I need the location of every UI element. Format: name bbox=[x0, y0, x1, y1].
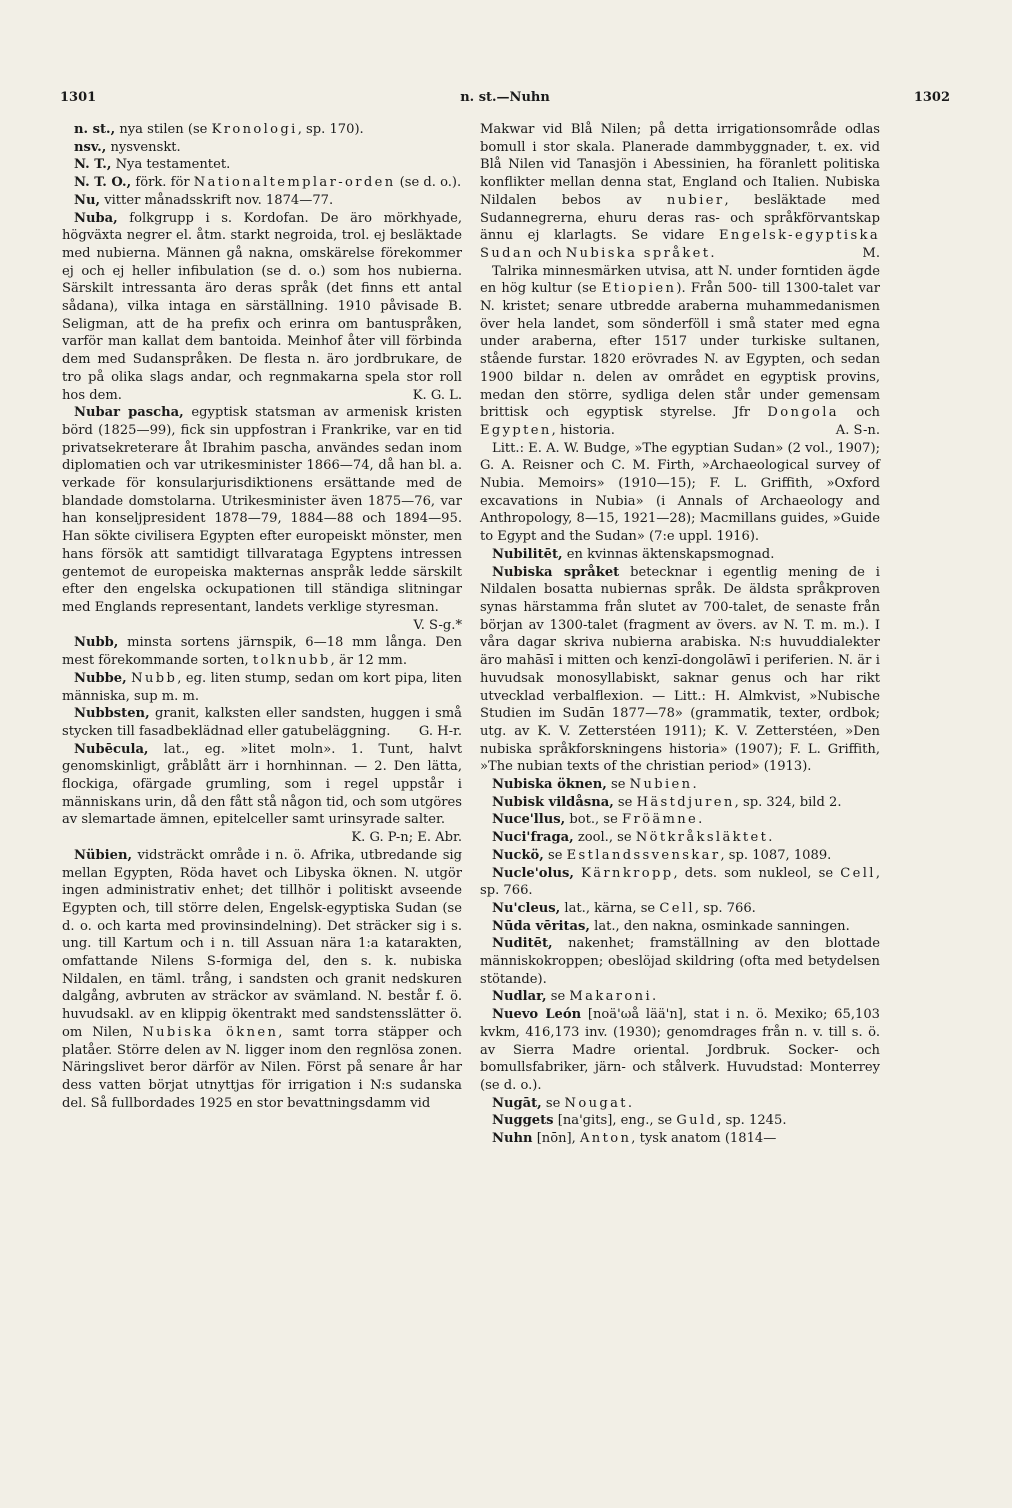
entry bbox=[480, 900, 880, 918]
entry-headword: Nubiska språket bbox=[492, 564, 620, 580]
entry bbox=[480, 1006, 880, 1095]
entry bbox=[480, 776, 880, 794]
entry bbox=[480, 1130, 880, 1148]
entry-text: , samt torra stäpper och platåer. Större delen av N. ligger inom den regnlösa zonen. Näringslivet beror därför av Nilen. Först på senare år har dess vatten börjat utnyttjas för irrigation i N:s sudanska del. Så fullbordades 1925 en stor bevattningsdamm vid bbox=[62, 1024, 462, 1111]
entry-text: vitter månadsskrift nov. 1874—77. bbox=[100, 192, 334, 208]
entry-headword: Nu, bbox=[74, 192, 101, 208]
right-column bbox=[480, 121, 880, 1148]
entry bbox=[62, 670, 462, 705]
entry-text: betecknar i egentlig mening de i Nildalen bosatta nubiernas språk. De äldsta språkproven synas härstamma från slutet av 700-talet, de senaste från början av 1300-talet (fragment av övers. av N. T. m. m.). I våra dagar skriva nubierna arabiska. N:s huvuddialekter äro mahāsī i mitten och kenzī-dongolāwī i periferien. N. är i huvudsak monosyllabiskt, saknar genus och har rikt utvecklad verbalflexion. — Litt.: H. Almkvist, »Nubische Studien im Sudān 1877—78» (grammatik, texter, ordbok; utg. av K. V. Zetterstéen 1911); K. V. Zetterstéen, »Den nubiska språkforskningens historia» (1907); F. L. Griffith, »The nubian texts of the christian period» (1913). bbox=[480, 564, 880, 775]
entry bbox=[62, 121, 462, 139]
entry bbox=[62, 741, 462, 847]
entry-headword: Nubbe, bbox=[74, 670, 127, 686]
entry-text: , dets. som nukleol, se bbox=[673, 865, 841, 881]
entry-text: nakenhet; framställning av den blottade människokroppen; obeslöjad skildring (ofta med betydelsen stötande). bbox=[480, 936, 880, 987]
entry-headword: Nugāt, bbox=[492, 1095, 542, 1111]
entry-text: [nōn], bbox=[532, 1131, 580, 1147]
page-number-right: 1302 bbox=[913, 90, 950, 105]
entry bbox=[480, 935, 880, 988]
entry-text: egyptisk statsman av armenisk kristen börd (1825—99), fick sin uppfostran i Frankrike, var en tid privatsekreterare åt Ibrahim pascha, användes sedan inom diplomatien och var utrikesminister 1866—74, då han bl. a. verkade för konsularjurisdiktionens ersättande med de blandade domstolarna. Utrikesminister även 1875—76, var han konseljpresident 1878—79, 1884—88 och 1894—95. Han sökte civilisera Egypten efter europeiskt mönster, men hans försök att samtidigt tillvarataga Egyptens intressen gentemot de europeiska makternas anspråk ledde särskilt efter den engelska ockupationen till ständiga slitningar med Englands representant, landets verklige styresman. bbox=[62, 405, 462, 615]
entry bbox=[480, 1112, 880, 1130]
entry bbox=[480, 564, 880, 776]
entry-text: och bbox=[533, 245, 566, 261]
entry-headword: Nuckö, bbox=[492, 847, 544, 863]
entry-headword: Nübien, bbox=[74, 847, 133, 863]
author-signature: K. G. P-n; E. Abr. bbox=[351, 830, 462, 846]
cross-reference: Nubien bbox=[629, 777, 693, 793]
entry-text: lat., eg. »litet moln». 1. Tunt, halvt genomskinligt, gråblått ärr i hornhinnan. — 2. Den lätta, flockiga, ofärgade grumling, som i regel uppstår i människans urin, då den fått stå någon tid, och som utgöres av slemartade ämnen, epitelceller samt urinsyrade salter. bbox=[62, 741, 462, 828]
page-header bbox=[60, 90, 950, 110]
entry-text: , eg. liten stump, sedan om kort pipa, liten människa, sup m. m. bbox=[62, 670, 462, 704]
entry bbox=[62, 847, 462, 1113]
cross-reference: Cell bbox=[659, 900, 695, 916]
entry-text: . bbox=[698, 812, 703, 828]
entry-headword: Nuci'fraga, bbox=[492, 830, 574, 846]
entry-text: . bbox=[710, 245, 715, 261]
cross-reference: Nationaltemplar-orden bbox=[193, 175, 396, 191]
entry-headword: Nuggets bbox=[492, 1113, 554, 1129]
entry-text: granit, kalksten eller sandsten, huggen i små stycken till fasadbeklädnad eller gatubeläggning. bbox=[62, 706, 462, 739]
entry bbox=[480, 1095, 880, 1113]
entry-text: . bbox=[692, 777, 697, 793]
entry-headword: Nubb, bbox=[74, 635, 119, 651]
cross-reference: nubier bbox=[666, 192, 725, 208]
entry-text: , är 12 mm. bbox=[330, 653, 407, 669]
entry-text: lat., kärna, se bbox=[560, 900, 660, 916]
entry-headword: N. T., bbox=[74, 157, 112, 173]
entry-headword: Nuce'llus, bbox=[492, 812, 566, 828]
page-number-left: 1301 bbox=[60, 90, 97, 105]
entry bbox=[62, 156, 462, 174]
entry-headword: Nu'cleus, bbox=[492, 900, 561, 916]
cross-reference: tolknubb bbox=[252, 653, 331, 669]
entry bbox=[480, 811, 880, 829]
entry-text: se bbox=[543, 847, 567, 863]
entry-headword: Nuhn bbox=[492, 1131, 533, 1147]
entry-headword: Nubbsten, bbox=[74, 706, 150, 722]
entry-text: och bbox=[838, 405, 880, 421]
cross-reference: Engelsk-egyptiska Sudan bbox=[480, 228, 880, 261]
cross-reference: Makaroni bbox=[569, 989, 652, 1005]
entry-text: lat., den nakna, osminkade sanningen. bbox=[589, 918, 850, 934]
entry-text: nya stilen (se bbox=[115, 122, 212, 137]
entry-text: minsta sortens järnspik, 6—18 mm långa. Den mest förekommande sorten, bbox=[62, 635, 462, 669]
entry-headword: Nubiska öknen, bbox=[492, 777, 607, 793]
cross-reference: Hästdjuren bbox=[636, 794, 735, 810]
author-signature: M. bbox=[862, 245, 880, 261]
entry-text: [noä'ωå lää'n], stat i n. ö. Mexiko; 65,103 kvkm, 416,173 inv. (1930); genomdrages från n. v. till s. ö. av Sierra Madre oriental. Jordbruk. Socker- och bomullsfabriker, järn- och stålverk. Huvudstad: Monterrey (se d. o.). bbox=[480, 1007, 880, 1093]
cross-reference: Fröämne bbox=[622, 812, 699, 828]
author-signature: A. S-n. bbox=[835, 422, 880, 438]
entry-text: , sp. 766. bbox=[694, 900, 756, 916]
entry bbox=[480, 847, 880, 865]
entry-text: . bbox=[627, 1095, 633, 1111]
entry-text: en kvinnas äktenskapsmognad. bbox=[562, 546, 775, 562]
entry-headword: Nubēcula, bbox=[74, 741, 149, 757]
entry bbox=[480, 794, 880, 812]
entry-text: , sp. 1245. bbox=[717, 1113, 787, 1129]
cross-reference: Kärnkropp bbox=[581, 865, 674, 881]
entry-text: . bbox=[652, 989, 657, 1005]
entry-headword: Nubar pascha, bbox=[74, 405, 184, 421]
entry-headword: N. T. O., bbox=[74, 175, 132, 191]
cross-reference: Kronologi bbox=[211, 122, 298, 137]
entry-text: (se d. o.). bbox=[395, 175, 462, 191]
entry bbox=[62, 705, 462, 740]
entry bbox=[480, 263, 880, 440]
entry-headword: Nubilitēt, bbox=[492, 546, 563, 562]
entry bbox=[62, 634, 462, 669]
entry bbox=[480, 918, 880, 936]
entry-text: se bbox=[606, 777, 630, 793]
entry bbox=[62, 210, 462, 405]
entry-text: , tysk anatom (1814— bbox=[631, 1131, 777, 1147]
entry-text: Makwar vid Blå Nilen; på detta irrigationsområde odlas bomull i stor skala. Planerade dammbyggnader, t. ex. vid Blå Nilen vid Tanasjön i Abessinien, ha föranlett politiska konflikter mellan denna stat, England och Italien. Nubiska Nildalen bebos av bbox=[480, 122, 880, 208]
cross-reference: Nubiska språket bbox=[565, 245, 711, 261]
cross-reference: Dongola bbox=[767, 405, 839, 421]
entry-text: bot., se bbox=[565, 812, 623, 828]
entry-text: , sp. 170). bbox=[297, 122, 364, 137]
entry-headword: nsv., bbox=[74, 139, 107, 155]
entry-text: , besläktade med Sudannegrerna, ehuru deras ras- och språkförvantskap ännu ej klarlagts. Se vidare bbox=[480, 192, 881, 244]
entry-text: se bbox=[541, 1095, 565, 1111]
entry bbox=[62, 404, 462, 634]
entry-text: Litt.: E. A. W. Budge, »The egyptian Sudan» (2 vol., 1907); G. A. Reisner och C. M. Firth, »Archaeological survey of Nubia. Memoirs» (1910—15); F. L. Griffith, »Oxford excavations in Nubia» (i Annals of Archaeology and Anthropology, 8—15, 1921—28); Macmillans guides, »Guide to Egypt and the Sudan» (7:e uppl. 1916). bbox=[480, 440, 880, 545]
entry-headword: Nuevo León bbox=[492, 1007, 582, 1023]
entry-text: ). Från 500- till 1300-talet var N. kristet; senare utbredde araberna muhammedanismen över hela landet, som sönderföll i små stater med egna under araberna, efter 1517 under turkiske sultanen, stående furstar. 1820 erövrades N. av Egypten, och sedan 1900 bildar n. delen av området en egyptisk provins, medan den större, sydliga delen står under gemensam brittisk och egyptisk styrelse. Jfr bbox=[480, 281, 880, 421]
cross-reference: Nötkråksläktet bbox=[635, 830, 769, 846]
entry-text: , sp. 766. bbox=[480, 865, 880, 899]
entry-headword: Nucle'olus, bbox=[492, 865, 574, 881]
entry bbox=[62, 139, 462, 157]
left-column bbox=[62, 121, 462, 1112]
cross-reference: Nubiska öknen bbox=[142, 1024, 279, 1040]
entry bbox=[62, 174, 462, 192]
cross-reference: Anton bbox=[579, 1131, 632, 1147]
entry bbox=[480, 440, 880, 546]
entry-headword: Nuditēt, bbox=[492, 936, 553, 952]
entry bbox=[62, 192, 462, 210]
entry bbox=[480, 546, 880, 564]
entry-headword: Nudlar, bbox=[492, 989, 547, 1005]
entry-text: nysvenskt. bbox=[106, 139, 181, 155]
entry-headword: Nuba, bbox=[74, 210, 118, 226]
running-head: n. st.—Nuhn bbox=[460, 90, 550, 105]
entry-text: vidsträckt område i n. ö. Afrika, utbredande sig mellan Egypten, Röda havet och Libyska öknen. N. utgör ingen administrativ enhet; det tillhör i politiskt avseende Egypten och, till större delen, Engelsk-egyptiska Sudan (se d. o. och karta med provinsindelning). Det sträcker sig i s. ung. till Kartum och i n. till Assuan nära 1:a katarakten, omfattande Nilens S-formiga del, den s. k. nubiska Nildalen, en täml. trång, i sandsten och granit nedskuren dalgång, avbruten av sträckor av svämland. N. består f. ö. huvudsakl. av en klippig ökentrakt med sandstensslätter ö. om Nilen, bbox=[62, 847, 462, 1040]
cross-reference: Cell bbox=[840, 865, 876, 881]
cross-reference: Nougat bbox=[564, 1095, 628, 1111]
entry-text: se bbox=[546, 989, 570, 1005]
entry-headword: Nubisk vildåsna, bbox=[492, 794, 614, 810]
entry bbox=[480, 121, 880, 263]
cross-reference: Etiopien bbox=[601, 281, 677, 297]
author-signature: K. G. L. bbox=[412, 387, 462, 403]
entry-text: folkgrupp i s. Kordofan. De äro mörkhyade, högväxta negrer el. åtm. starkt negroida, trol. ej besläktade med nubierna. Männen gå nakna, omskärelse förekommer ej och ej heller infibulation (se d. o.) som hos nubierna. Särskilt intressanta äro deras språk (det finns ett antal sådana), vilka intaga en särställning. 1910 påvisade B. Seligman, att de ha prefix och erinra om bantuspråken, varför man kallat dem bantoida. Meinhof åter vill förbinda dem med Sudanspråken. De flesta n. äro jordbrukare, de tro på olika slags andar, och regnmakarna spela stor roll hos dem. bbox=[62, 210, 462, 403]
entry-headword: n. st., bbox=[74, 122, 116, 137]
author-signature: G. H-r. bbox=[418, 723, 462, 739]
entry bbox=[480, 829, 880, 847]
cross-reference: Estlandssvenskar bbox=[566, 847, 721, 863]
entry-text: , sp. 1087, 1089. bbox=[720, 847, 832, 863]
entry-text: zool., se bbox=[573, 830, 636, 846]
author-signature: V. S-g.* bbox=[413, 617, 462, 633]
entry-text: Talrika minnesmärken utvisa, att N. under forntiden ägde en hög kultur (se bbox=[480, 263, 880, 297]
entry-text: , historia. bbox=[551, 422, 615, 438]
entry-text: . bbox=[768, 830, 773, 846]
cross-reference: Egypten bbox=[480, 422, 552, 438]
entry bbox=[480, 865, 880, 900]
entry-text: förk. för bbox=[131, 175, 194, 191]
cross-reference: Nubb bbox=[131, 670, 178, 686]
entry-headword: Nūda vēritas, bbox=[492, 918, 590, 934]
entry-text: [na'gits], eng., se bbox=[553, 1113, 677, 1129]
entry-text: Nya testamentet. bbox=[111, 157, 231, 173]
entry-text: se bbox=[613, 794, 637, 810]
cross-reference: Guld bbox=[676, 1113, 718, 1129]
entry-text: , sp. 324, bild 2. bbox=[734, 794, 842, 810]
entry bbox=[480, 988, 880, 1006]
